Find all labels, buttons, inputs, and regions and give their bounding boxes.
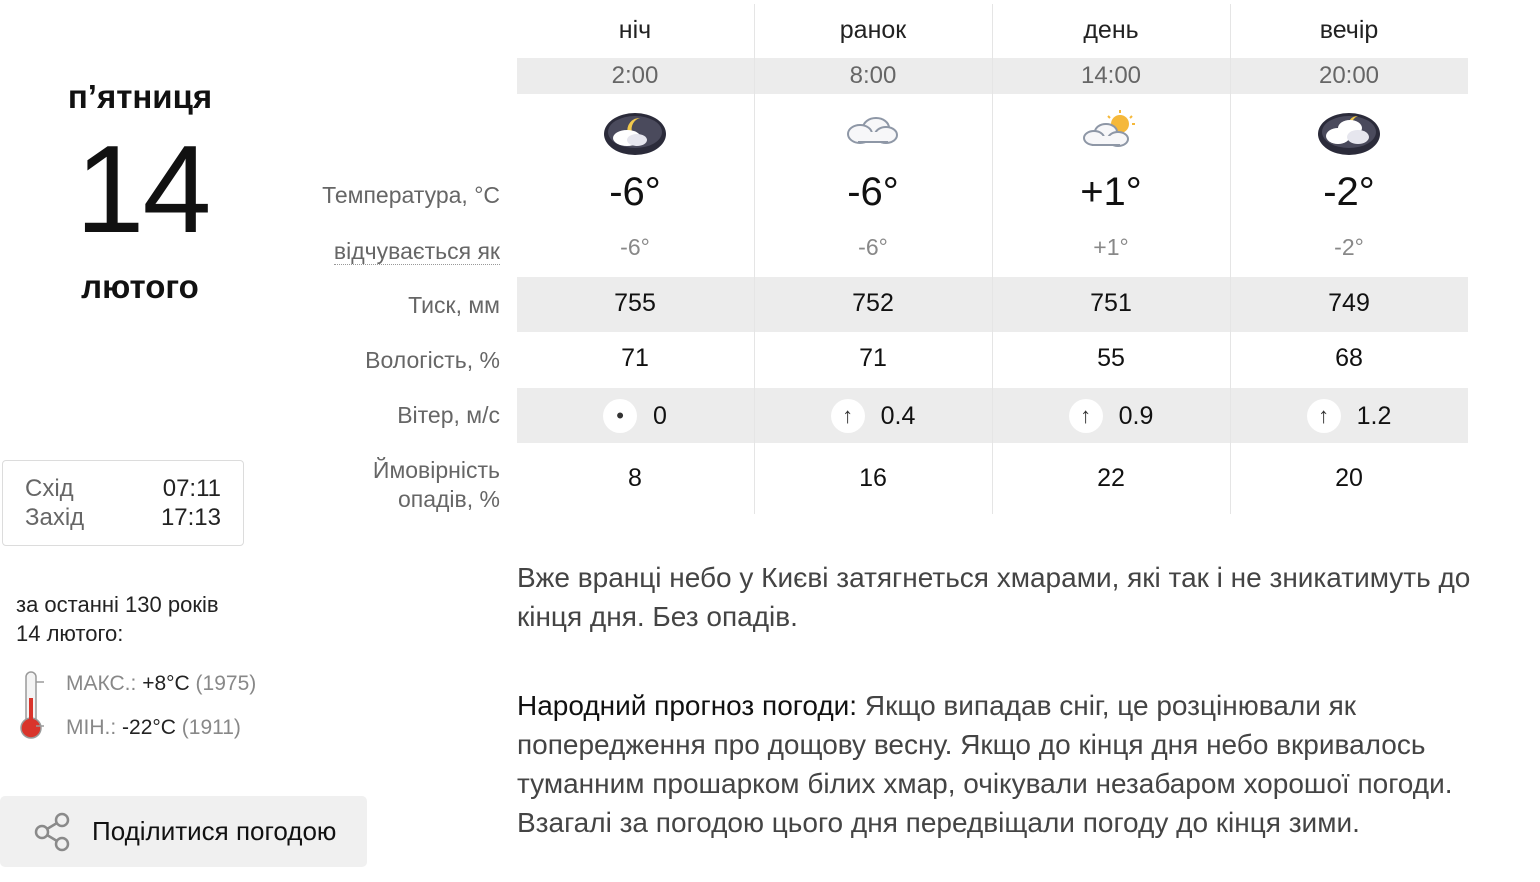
forecast-column-day [993,0,1229,520]
period-time: 14:00 [1080,62,1142,89]
history-min-year: (1911) [181,716,241,739]
folk-forecast [517,686,1477,842]
history-max-value: +8°C [142,672,190,695]
history-max-row [66,672,256,696]
humidity-value: 71 [621,344,649,372]
temperature-value: -6° [609,170,661,214]
sun-behind-clouds-icon [993,108,1229,158]
feels-like-row-label[interactable] [334,238,500,265]
cloud-icon [755,108,991,158]
forecast-description: Вже вранці небо у Києві затягнеться хмарами, які так і не зникатимуть до кінця дня. Без опадів. [517,562,1471,632]
share-icon [30,810,74,854]
pressure-row-label: Тиск, мм [408,292,500,318]
wind-arrow-icon: ↑ [1307,399,1341,433]
wind-cell [755,395,991,437]
sunrise-sunset-box [2,460,244,546]
pressure-value: 749 [1328,289,1370,317]
history-min-value: -22°C [122,716,176,739]
wind-cell [993,395,1229,437]
night-cloudy-moon-icon [517,108,753,158]
history-min-row [66,716,241,740]
folk-forecast-title: Народний прогноз погоди: [517,690,858,721]
period-label: ранок [839,16,907,44]
precip-label-line1: Ймовірність [372,457,500,483]
precip-value: 16 [859,464,887,492]
period-time: 2:00 [611,62,659,89]
history-min-label: МІН.: [66,716,117,739]
precip-label-line2: опадів, % [397,486,500,512]
day-number: 14 [75,121,210,259]
sunrise-label: Схід [25,475,74,502]
share-weather-button[interactable] [0,796,367,867]
folk-forecast-text: Якщо випадав сніг, це розцінювали як попередження про дощову весну. Якщо до кінця дня небо вкривалось туманним прошарком білих хмар, очікували незабаром хорошої погоди. Взагалі за погодою цього дня передвіщали погоду до кінця зими. [517,690,1453,838]
weekday-label: п’ятниця [67,78,213,115]
temperature-value: +1° [1080,170,1142,214]
period-label: день [1083,16,1139,44]
precip-row-label [373,456,500,514]
wind-speed-value: 0 [653,401,667,430]
wind-calm-icon: • [603,399,637,433]
sunrise-time: 07:11 [162,475,221,502]
wind-cell [1231,395,1467,437]
share-button-label: Поділитися погодою [92,816,337,846]
pressure-value: 751 [1090,289,1132,317]
humidity-value: 68 [1335,344,1363,372]
humidity-row-label: Вологість, % [365,347,500,373]
wind-arrow-icon: ↑ [1069,399,1103,433]
feels-like-label-text: відчувається як [333,238,500,264]
sunset-time: 17:13 [160,504,221,531]
wind-row-label: Вітер, м/с [397,402,500,428]
history-max-label: МАКС.: [66,672,137,695]
sunset-row [25,504,221,532]
feels-like-value: -6° [858,234,888,260]
history-title [16,590,219,648]
feels-like-value: +1° [1093,234,1129,260]
forecast-column-evening [1231,0,1467,520]
precip-value: 8 [628,464,642,492]
precip-value: 20 [1335,464,1363,492]
temperature-row-label: Температура, °C [322,182,500,208]
history-max-year: (1975) [195,672,257,695]
period-time: 8:00 [849,62,897,89]
feels-like-value: -2° [1334,234,1364,260]
history-title-line2: 14 лютого: [16,621,124,646]
sunrise-row [25,475,221,503]
wind-cell [517,395,753,437]
thermometer-icon [18,670,44,740]
wind-speed-value: 0.4 [880,401,916,430]
feels-like-value: -6° [620,234,650,260]
wind-arrow-icon: ↑ [831,399,865,433]
temperature-value: -6° [847,170,899,214]
humidity-value: 71 [859,344,887,372]
sunset-label: Захід [25,504,85,531]
wind-speed-value: 1.2 [1356,401,1392,430]
period-label: вечір [1319,16,1379,44]
pressure-value: 752 [852,289,894,317]
history-title-line1: за останні 130 років [16,592,219,617]
night-overcast-icon [1231,108,1467,158]
precip-value: 22 [1097,464,1125,492]
temperature-value: -2° [1323,170,1375,214]
humidity-value: 55 [1097,344,1125,372]
period-time: 20:00 [1318,62,1380,89]
period-label: ніч [618,16,652,44]
wind-speed-value: 0.9 [1118,401,1154,430]
forecast-column-night [517,0,753,520]
forecast-column-morning [755,0,991,520]
month-label: лютого [81,268,199,305]
pressure-value: 755 [614,289,656,317]
